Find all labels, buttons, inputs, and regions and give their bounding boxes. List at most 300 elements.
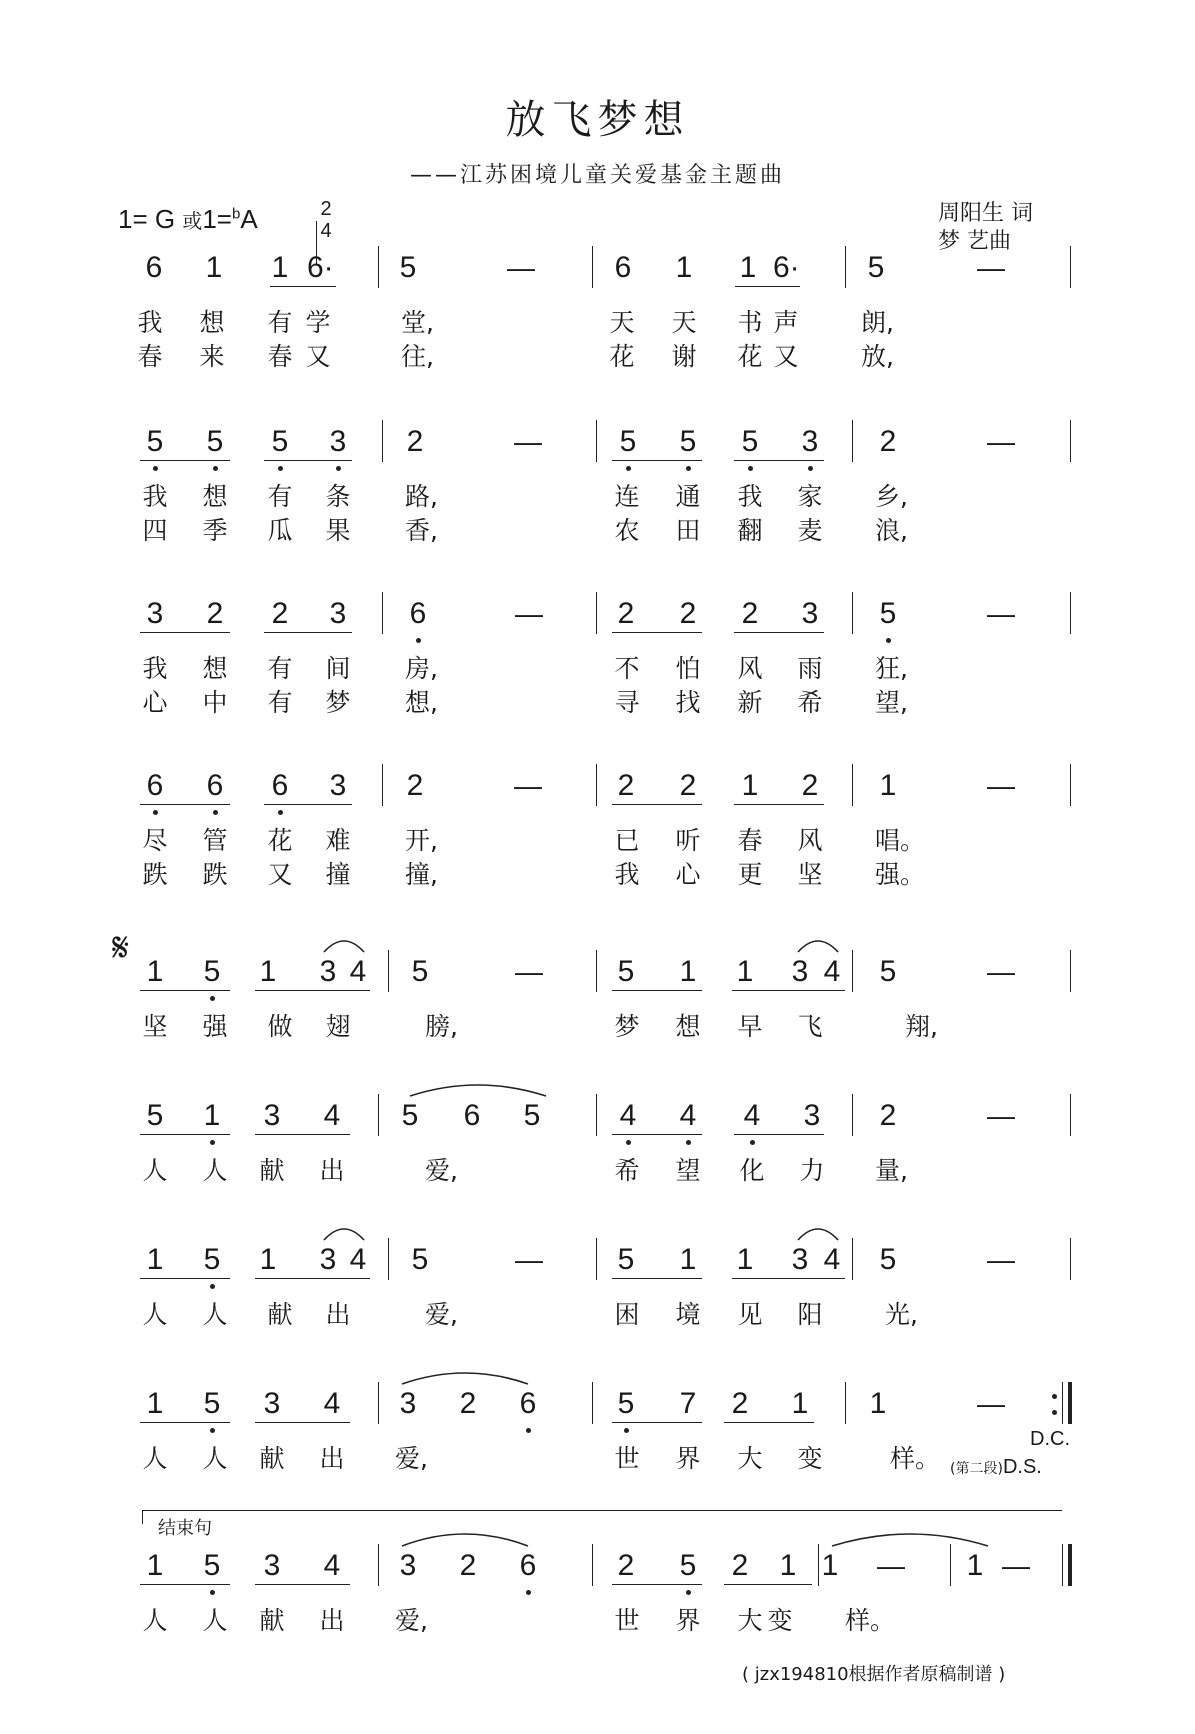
lyric-verse2: 季 [202,516,228,545]
bar-line [596,950,597,992]
hold-dash: — [507,252,535,283]
slur-tie [408,1078,548,1098]
note: 5 [741,425,759,458]
note: 5 [523,1099,541,1132]
lyric-verse1: 样。 [890,1444,941,1473]
note: 6 [271,769,289,802]
bar-line [378,1094,379,1136]
bar-line [596,764,597,806]
note: 4 [349,1243,367,1276]
note: 1 [736,955,754,988]
note: 1 [779,1549,797,1582]
lyric-verse2: 花 [737,342,763,371]
hold-dash: — [977,1388,1005,1419]
note: 4 [323,1387,341,1420]
bar-line [1070,764,1071,806]
note: 5 [411,1243,429,1276]
key-b: 1= [202,204,232,234]
lyric-verse2: 来 [199,342,225,371]
lyric-verse1: 人 [202,1606,228,1635]
eighth-underline [612,1134,702,1135]
note: 1 [203,1099,221,1132]
lyric-verse2: 又 [773,342,799,371]
eighth-underline [140,632,230,633]
note: 2 [731,1387,749,1420]
lower-octave-dot [808,466,813,471]
lyric-verse1: 书 [737,308,763,337]
note: 2 [879,1099,897,1132]
note: 3 [791,1243,809,1276]
bar-line [596,592,597,634]
key-c: A [240,204,258,234]
lower-octave-dot [416,638,421,643]
lyric-verse1: 变 [767,1606,793,1635]
lyric-verse1: 出 [319,1606,345,1635]
eighth-underline [140,990,230,991]
eighth-underline [734,632,824,633]
bar-line [818,1544,819,1586]
lyric-verse1: 梦 [614,1012,640,1041]
lyric-verse1: 想 [675,1012,701,1041]
lower-octave-dot [624,1428,629,1433]
note: 1 [146,1243,164,1276]
note: 1 [679,955,697,988]
lyric-verse1: 想 [202,482,228,511]
lyric-verse2: 强。 [875,860,926,889]
note: 5 [411,955,429,988]
bar-line-thick [1068,1382,1072,1424]
lyric-verse1: 乡, [875,482,908,511]
lyric-verse1: 天 [671,308,697,337]
lyric-verse1: 人 [202,1156,228,1185]
lyric-verse2: 春 [137,342,163,371]
lyric-verse2: 希 [797,688,823,717]
lower-octave-dot [686,1140,691,1145]
repeat-dot [1052,1410,1057,1415]
lyric-verse2: 撞 [325,860,351,889]
eighth-underline [732,990,845,991]
lower-octave-dot [210,996,215,1001]
note: 4 [823,955,841,988]
coda-bracket-line [142,1510,1062,1511]
lyric-verse1: 唱。 [875,826,926,855]
lower-octave-dot [210,1284,215,1289]
eighth-underline [255,990,370,991]
lyric-verse2: 谢 [671,342,697,371]
lyric-verse1: 管 [202,826,228,855]
lyric-verse2: 瓜 [267,516,293,545]
note: 2 [406,425,424,458]
lyric-verse1: 献 [259,1606,285,1635]
lyric-verse1: 通 [675,482,701,511]
note: 1 [869,1387,887,1420]
hold-dash: — [515,598,543,629]
lyric-verse2: 麦 [797,516,823,545]
lyricist-credit: 周阳生 词 [938,201,1033,226]
eighth-underline [140,804,230,805]
note: 1 [791,1387,809,1420]
segno-sign: 𝄋 [112,925,130,971]
slur-tie [796,1222,840,1242]
lyric-verse1: 花 [267,826,293,855]
note: 5 [206,425,224,458]
note: 6· [307,251,334,284]
note: 1 [146,955,164,988]
lyric-verse1: 膀, [425,1012,458,1041]
lyric-verse1: 爱, [395,1444,428,1473]
note: 4 [679,1099,697,1132]
note: 4 [619,1099,637,1132]
note: 1 [259,955,277,988]
hold-dash: — [977,252,1005,283]
lyric-verse1: 我 [142,482,168,511]
note: 5 [679,425,697,458]
note: 3 [399,1549,417,1582]
note: 3 [263,1387,281,1420]
lyric-verse1: 想 [202,654,228,683]
slur-tie [796,934,840,954]
eighth-underline [255,1134,350,1135]
bar-line [382,592,383,634]
eighth-underline [612,1422,702,1423]
lyric-verse2: 坚 [797,860,823,889]
bar-line [1070,1094,1071,1136]
lyric-verse2: 跌 [142,860,168,889]
note: 1 [736,1243,754,1276]
lyric-verse1: 家 [797,482,823,511]
lyric-verse1: 人 [202,1444,228,1473]
lyric-verse1: 雨 [797,654,823,683]
bar-line [596,420,597,462]
note: 5 [203,955,221,988]
lyric-verse2: 梦 [325,688,351,717]
bar-line [596,1094,597,1136]
bar-line [382,420,383,462]
hold-dash: — [987,956,1015,987]
note: 6 [519,1387,537,1420]
lower-octave-dot [526,1428,531,1433]
eighth-underline [264,460,352,461]
bar-line [1062,1382,1063,1424]
slur-tie [322,1222,366,1242]
eighth-underline [612,990,702,991]
lyric-verse1: 世 [614,1444,640,1473]
lyric-verse1: 人 [142,1606,168,1635]
bar-line [852,420,853,462]
lyric-verse2: 找 [675,688,701,717]
lyric-verse1: 声 [773,308,799,337]
note: 4 [823,1243,841,1276]
lyric-verse1: 阳 [797,1300,823,1329]
note: 2 [459,1549,477,1582]
note: 3 [791,955,809,988]
note: 6 [519,1549,537,1582]
note: 2 [206,597,224,630]
lyric-verse1: 人 [142,1444,168,1473]
lyric-verse1: 献 [259,1444,285,1473]
note: 6 [409,597,427,630]
bar-line [1070,246,1071,288]
note: 5 [617,1243,635,1276]
lyric-verse1: 早 [737,1012,763,1041]
bar-line [378,1382,379,1424]
bar-line [388,950,389,992]
note: 5 [203,1387,221,1420]
lyric-verse2: 更 [737,860,763,889]
note: 5 [203,1243,221,1276]
bar-line [388,1238,389,1280]
lyric-verse2: 撞, [405,860,438,889]
lyric-verse1: 力 [799,1156,825,1185]
song-subtitle: ——江苏困境儿童关爱基金主题曲 [409,163,785,188]
eighth-underline [612,1584,702,1585]
lyric-verse1: 我 [737,482,763,511]
lyric-verse1: 听 [675,826,701,855]
lower-octave-dot [153,466,158,471]
coda-label: 结束句 [158,1518,212,1539]
lyric-verse1: 难 [325,826,351,855]
eighth-underline [255,1278,370,1279]
note: 3 [801,425,819,458]
ds-mark [950,1456,1042,1479]
lyric-verse1: 开, [405,826,438,855]
lyric-verse1: 怕 [675,654,701,683]
lyric-verse1: 界 [675,1444,701,1473]
lyric-verse1: 望 [675,1156,701,1185]
note: 5 [271,425,289,458]
lyric-verse1: 做 [267,1012,293,1041]
bar-line [1070,1238,1071,1280]
note: 6 [146,769,164,802]
credits [938,200,1033,256]
bar-line [592,1544,593,1586]
lyric-verse1: 路, [405,482,438,511]
lyric-verse1: 希 [614,1156,640,1185]
lower-octave-dot [748,466,753,471]
eighth-underline [140,1584,230,1585]
note: 1 [739,251,757,284]
time-bottom: 4 [320,220,332,242]
note: 6· [773,251,800,284]
hold-dash: — [514,770,542,801]
lyric-verse1: 已 [614,826,640,855]
key-signature [118,204,258,235]
lower-octave-dot [278,466,283,471]
lyric-verse1: 朗, [861,308,894,337]
lyric-verse1: 学 [305,308,331,337]
note: 5 [867,251,885,284]
lower-octave-dot [686,466,691,471]
lyric-verse2: 有 [267,688,293,717]
hold-dash: — [987,770,1015,801]
note: 5 [617,1387,635,1420]
lower-octave-dot [886,638,891,643]
note: 1 [146,1549,164,1582]
lyric-verse1: 人 [142,1300,168,1329]
bar-line [852,1238,853,1280]
lyric-verse2: 春 [267,342,293,371]
eighth-underline [140,1422,230,1423]
ds-text: D.S. [1002,1456,1042,1478]
lyric-verse2: 花 [609,342,635,371]
slur-tie [400,1526,530,1548]
lyric-verse1: 光, [885,1300,918,1329]
lyric-verse2: 想, [405,688,438,717]
note: 2 [731,1549,749,1582]
hold-dash: — [1002,1550,1030,1581]
eighth-underline [724,1584,812,1585]
lyric-verse1: 不 [614,654,640,683]
lyric-verse1: 世 [614,1606,640,1635]
note: 4 [323,1549,341,1582]
lyric-verse2: 浪, [875,516,908,545]
flat-sign: b [231,205,241,223]
note: 5 [879,597,897,630]
lyric-verse2: 翻 [737,516,763,545]
lyric-verse1: 我 [142,654,168,683]
eighth-underline [140,1278,230,1279]
note: 6 [206,769,224,802]
eighth-underline [270,286,336,287]
time-top: 2 [320,198,332,220]
note: 1 [879,769,897,802]
bar-line [592,1382,593,1424]
bar-line-thick [1068,1544,1072,1586]
lyric-verse2: 香, [405,516,438,545]
lyric-verse2: 果 [325,516,351,545]
note: 6 [463,1099,481,1132]
bar-line [596,1238,597,1280]
bar-line [845,1382,846,1424]
dc-mark: D.C. [1030,1428,1070,1450]
note: 3 [263,1099,281,1132]
lower-octave-dot [278,810,283,815]
lyric-verse1: 狂, [875,654,908,683]
lyric-verse1: 风 [737,654,763,683]
lyric-verse1: 献 [267,1300,293,1329]
slur-tie [400,1366,530,1386]
lower-octave-dot [626,466,631,471]
note: 5 [203,1549,221,1582]
note: 3 [263,1549,281,1582]
lyric-verse1: 爱, [425,1156,458,1185]
lyric-verse1: 房, [405,654,438,683]
lower-octave-dot [213,466,218,471]
lower-octave-dot [210,1140,215,1145]
lyric-verse1: 境 [675,1300,701,1329]
hold-dash: — [987,426,1015,457]
bar-line [852,592,853,634]
note: 7 [679,1387,697,1420]
bar-line [852,1094,853,1136]
note: 1 [205,251,223,284]
lyric-verse1: 尽 [142,826,168,855]
lyric-verse2: 往, [401,342,434,371]
bar-line [378,1544,379,1586]
hold-dash: — [987,598,1015,629]
note: 3 [803,1099,821,1132]
note: 4 [743,1099,761,1132]
note: 5 [617,955,635,988]
bar-line [950,1544,951,1586]
lyric-verse1: 有 [267,308,293,337]
bar-line [592,246,593,288]
eighth-underline [140,460,230,461]
lyric-verse1: 间 [325,654,351,683]
note: 5 [879,1243,897,1276]
lyric-verse1: 翅 [325,1012,351,1041]
eighth-underline [140,1134,230,1135]
lyric-verse1: 风 [797,826,823,855]
note: 1 [679,1243,697,1276]
note: 4 [323,1099,341,1132]
eighth-underline [732,1278,845,1279]
note: 2 [459,1387,477,1420]
bar-line [1062,1544,1063,1586]
note: 1 [741,769,759,802]
bar-line [1070,950,1071,992]
lyric-verse2: 农 [614,516,640,545]
note: 3 [329,425,347,458]
lyric-verse2: 跌 [202,860,228,889]
lyric-verse1: 爱, [395,1606,428,1635]
note: 2 [741,597,759,630]
lyric-verse1: 强 [202,1012,228,1041]
lyric-verse1: 样。 [845,1606,896,1635]
eighth-underline [612,460,702,461]
bar-line [852,950,853,992]
key-a: 1= G [118,204,176,234]
ds-prefix: (第二段) [950,1461,1003,1477]
lyric-verse2: 放, [861,342,894,371]
lyric-verse1: 量, [875,1156,908,1185]
note: 2 [617,769,635,802]
lyric-verse1: 出 [319,1444,345,1473]
footer-note: ( jzx194810根据作者原稿制谱 ) [742,1664,1006,1685]
hold-dash: — [987,1100,1015,1131]
lyric-verse1: 献 [259,1156,285,1185]
eighth-underline [255,1422,350,1423]
lyric-verse2: 又 [267,860,293,889]
note: 3 [329,769,347,802]
note: 6 [614,251,632,284]
lyric-verse1: 变 [797,1444,823,1473]
key-or: 或 [182,209,203,233]
hold-dash: — [515,1244,543,1275]
lyric-verse1: 有 [267,654,293,683]
lyric-verse1: 爱, [425,1300,458,1329]
eighth-underline [734,1134,824,1135]
note: 4 [349,955,367,988]
lyric-verse1: 坚 [142,1012,168,1041]
eighth-underline [735,286,800,287]
lyric-verse2: 中 [202,688,228,717]
note: 3 [146,597,164,630]
eighth-underline [264,804,352,805]
note: 5 [679,1549,697,1582]
lyric-verse1: 人 [202,1300,228,1329]
lyric-verse1: 条 [325,482,351,511]
note: 3 [319,1243,337,1276]
lower-octave-dot [750,1140,755,1145]
note: 1 [259,1243,277,1276]
lyric-verse2: 心 [142,688,168,717]
lyric-verse2: 望, [875,688,908,717]
bar-line [378,246,379,288]
note: 2 [617,1549,635,1582]
note: 5 [619,425,637,458]
slur-tie [830,1526,990,1548]
